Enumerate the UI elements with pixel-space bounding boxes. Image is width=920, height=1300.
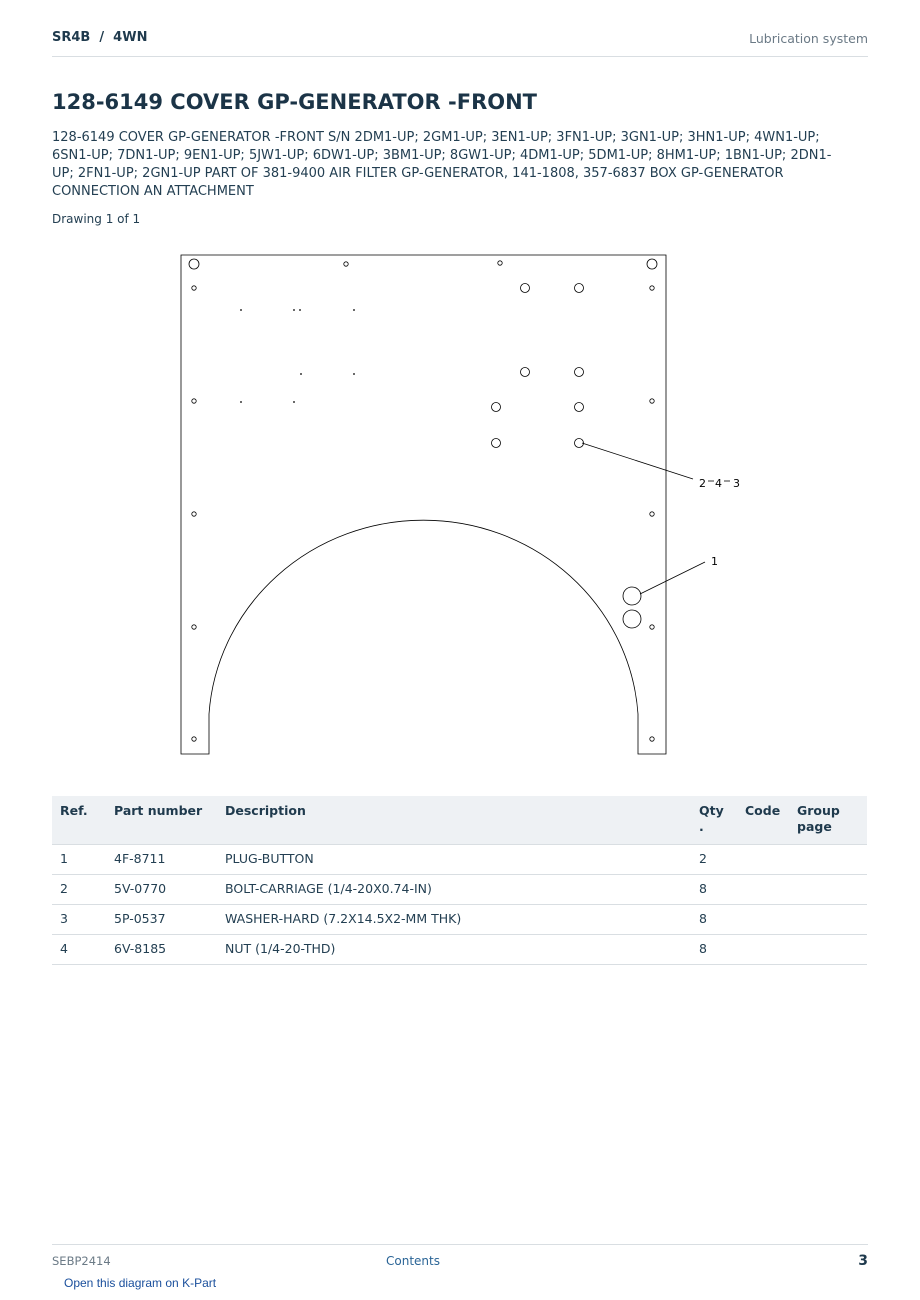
bolt-hole — [575, 368, 584, 377]
document-id: SEBP2414 — [52, 1254, 111, 1268]
cell-group-page — [789, 845, 867, 875]
cell-code — [737, 935, 789, 965]
parts-table — [52, 796, 867, 965]
bolt-hole — [492, 403, 501, 412]
col-group-page-line1: Group — [797, 803, 840, 818]
callout-label: 4 — [715, 477, 722, 490]
col-qty-line1: Qty — [699, 803, 724, 818]
cell-ref: 1 — [52, 845, 106, 875]
cell-qty: 2 — [691, 845, 737, 875]
kpart-diagram-link[interactable]: Open this diagram on K-Part — [64, 1276, 217, 1290]
small-hole — [498, 261, 502, 265]
bolt-hole — [492, 439, 501, 448]
page-number: 3 — [858, 1253, 868, 1269]
cell-part-number: 5P-0537 — [106, 905, 217, 935]
cell-code — [737, 905, 789, 935]
bolt-hole — [521, 284, 530, 293]
plug-hole — [623, 587, 641, 605]
cell-qty: 8 — [691, 905, 737, 935]
pierce-dot — [240, 309, 242, 311]
cell-qty: 8 — [691, 935, 737, 965]
cell-ref: 4 — [52, 935, 106, 965]
mounting-hole — [647, 259, 657, 269]
small-hole — [192, 512, 196, 516]
small-hole — [650, 286, 654, 290]
col-description: Description — [217, 796, 691, 845]
contents-link[interactable]: Contents — [386, 1254, 440, 1268]
cell-group-page — [789, 905, 867, 935]
cell-group-page — [789, 935, 867, 965]
small-hole — [650, 737, 654, 741]
cell-group-page — [789, 875, 867, 905]
pierce-dot — [240, 401, 242, 403]
parts-diagram — [150, 245, 770, 765]
section-name: Lubrication system — [749, 31, 868, 46]
page-title: 128-6149 COVER GP-GENERATOR -FRONT — [52, 90, 537, 114]
cell-description: NUT (1/4-20-THD) — [217, 935, 691, 965]
table-row — [52, 875, 867, 905]
drawing-count: Drawing 1 of 1 — [52, 212, 141, 226]
cell-part-number: 5V-0770 — [106, 875, 217, 905]
cell-description: BOLT-CARRIAGE (1/4-20X0.74-IN) — [217, 875, 691, 905]
small-hole — [192, 737, 196, 741]
cell-code — [737, 875, 789, 905]
col-code: Code — [737, 796, 789, 845]
pierce-dot — [353, 309, 355, 311]
table-header-row — [52, 796, 867, 845]
page-header — [52, 28, 868, 57]
page-footer — [52, 1244, 868, 1275]
bolt-hole — [521, 368, 530, 377]
small-hole — [650, 512, 654, 516]
small-hole — [650, 399, 654, 403]
small-hole — [192, 399, 196, 403]
col-qty — [691, 796, 737, 845]
leader-line — [582, 443, 693, 479]
plug-hole — [623, 610, 641, 628]
small-hole — [650, 625, 654, 629]
cell-ref: 2 — [52, 875, 106, 905]
cell-part-number: 4F-8711 — [106, 845, 217, 875]
small-hole — [192, 625, 196, 629]
part-description: 128-6149 COVER GP-GENERATOR -FRONT S/N 2DM1-UP; 2GM1-UP; 3EN1-UP; 3FN1-UP; 3GN1-UP; 3HN1-UP; 4WN1-UP; 6SN1-UP; 7DN1-UP; 9EN1-UP; 5JW1-UP; 6DW1-UP; 3BM1-UP; 8GW1-UP; 4DM1-UP; 5DM1-UP; 8HM1-UP; 1BN1-UP; 2DN1-UP; 2FN1-UP; 2GN1-UP PART OF 381-9400 AIR FILTER GP-GENERATOR, 141-1808, 357-6837 BOX GP-GENERATOR CONNECTION AN ATTACHMENT — [52, 130, 832, 199]
pierce-dot — [299, 309, 301, 311]
breadcrumb: SR4B / 4WN — [52, 30, 148, 45]
callout-label: 2 — [699, 477, 706, 490]
bolt-hole — [575, 403, 584, 412]
pierce-dot — [300, 373, 302, 375]
table-row — [52, 935, 867, 965]
cell-ref: 3 — [52, 905, 106, 935]
cell-qty: 8 — [691, 875, 737, 905]
col-group-page-line2: page — [797, 819, 832, 834]
leader-line — [640, 562, 705, 594]
table-row — [52, 905, 867, 935]
cell-part-number: 6V-8185 — [106, 935, 217, 965]
callout-label: 3 — [733, 477, 740, 490]
bolt-hole — [575, 284, 584, 293]
mounting-hole — [189, 259, 199, 269]
pierce-dot — [293, 309, 295, 311]
callout-label: 1 — [711, 555, 718, 568]
cover-plate-outline — [181, 255, 666, 754]
cell-description: PLUG-BUTTON — [217, 845, 691, 875]
pierce-dot — [353, 373, 355, 375]
table-row — [52, 845, 867, 875]
small-hole — [192, 286, 196, 290]
col-ref: Ref. — [52, 796, 106, 845]
small-hole — [344, 262, 348, 266]
cell-code — [737, 845, 789, 875]
col-qty-line2: . — [699, 819, 704, 834]
col-part-number: Part number — [106, 796, 217, 845]
col-group-page — [789, 796, 867, 845]
pierce-dot — [293, 401, 295, 403]
cell-description: WASHER-HARD (7.2X14.5X2-MM THK) — [217, 905, 691, 935]
